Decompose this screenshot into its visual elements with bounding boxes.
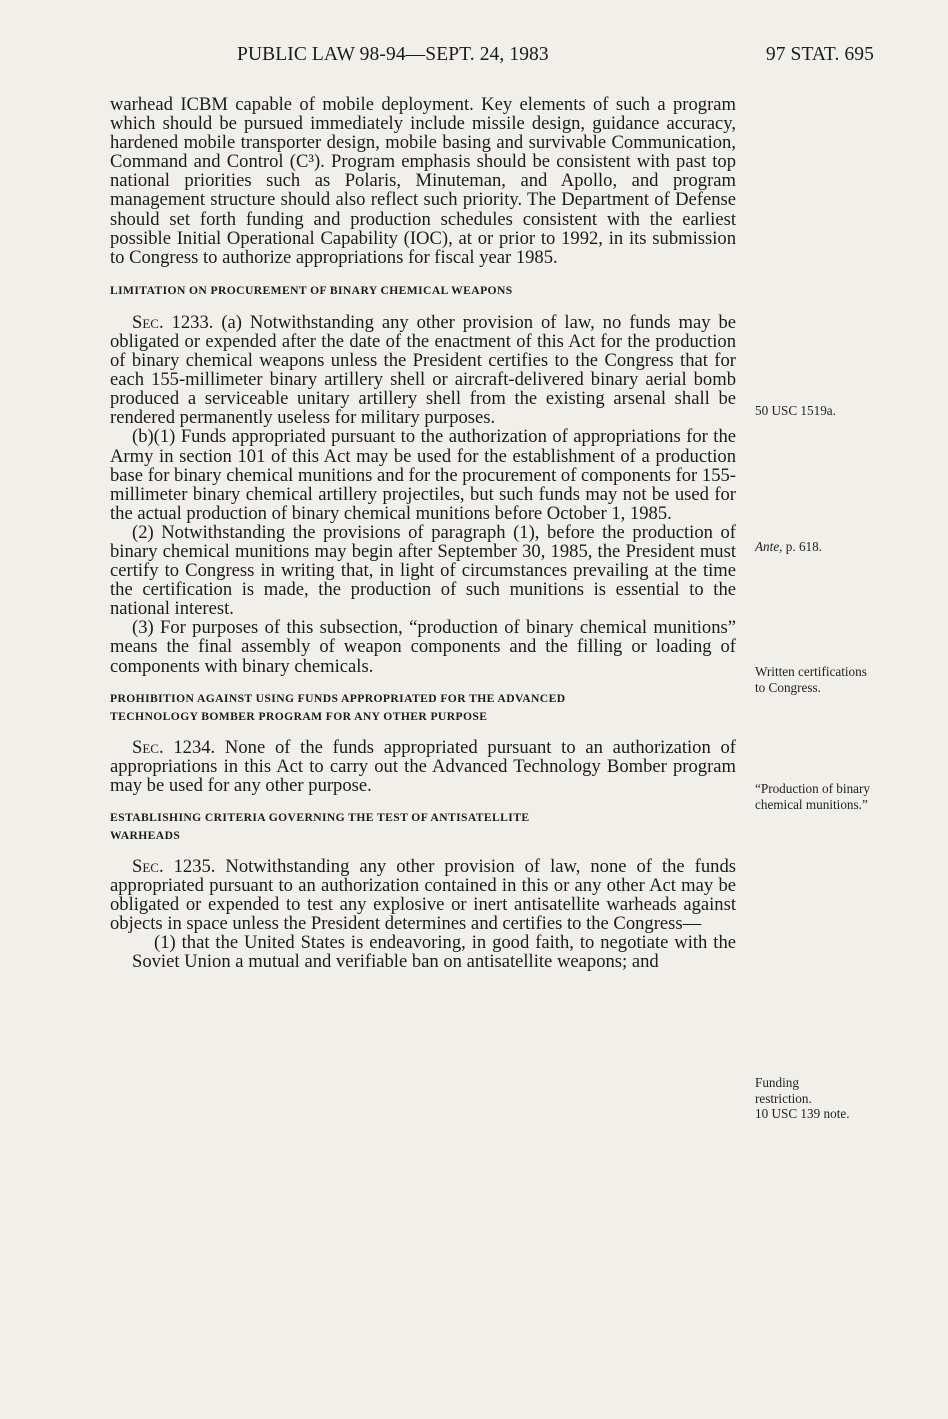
heading-line: ESTABLISHING CRITERIA GOVERNING THE TEST OF ANTISATELLITE [110,810,530,824]
margin-note-line: 10 USC 139 note. [755,1106,850,1121]
paragraph-continuation: warhead ICBM capable of mobile deployment. Key elements of such a program which should be pursued immediately include missile design, guidance accuracy, hardened mobile transporter design, mobile basing and survivable Communication, Command and Control (C³). Program emphasis should be consistent with past top national priorities such as Polaris, Minuteman, and Apollo, and program management structure should also reflect such priority. The Department of Defense should set forth funding and production schedules consistent with the earliest possible Initial Operational Capability (IOC), at or prior to 1992, in its submission to Congress to authorize appropriations for fiscal year 1985. [110,94,736,268]
statute-page-number: 97 STAT. 695 [765,44,874,65]
section-label: Sec. [132,736,164,758]
section-heading-1235 [110,809,736,845]
section-text: 1235. Notwithstanding any other provision of law, none of the funds appropriated pursuant to an authorization contained in this or any other Act may be obligated or expended to test any explosive or inert antisatellite warheads against objects in space unless the President determines and certifies to the Congress— [110,855,736,935]
margin-note-production-definition: “Production of binary chemical munitions.” [755,781,870,812]
margin-note-line: Funding [755,1075,799,1090]
section-label: Sec. [132,855,164,877]
margin-note-written-certifications: Written certifications to Congress. [755,664,867,695]
running-head [0,44,948,74]
margin-note-line: restriction. [755,1090,812,1106]
heading-line: TECHNOLOGY BOMBER PROGRAM FOR ANY OTHER PURPOSE [110,709,488,723]
section-1233-a [110,313,736,428]
page-title: PUBLIC LAW 98-94—SEPT. 24, 1983 [237,44,549,65]
section-1234 [110,738,736,795]
margin-note-funding-restriction [755,1075,895,1122]
margin-note-italic: Ante, [755,539,783,554]
margin-note-ante [755,539,895,555]
section-text: 1234. None of the funds appropriated pursuant to an authorization of appropriations in this Act to carry out the Advanced Technology Bomber program may be used for any other purpose. [110,736,736,796]
main-text-column [110,95,736,971]
section-1235-1: (1) that the United States is endeavoring, in good faith, to negotiate with the Soviet Union a mutual and verifiable ban on antisatellite weapons; and [132,932,736,973]
section-1235 [110,857,736,933]
section-text: 1233. (a) Notwithstanding any other provision of law, no funds may be obligated or expended after the date of the enactment of this Act for the production of binary chemical weapons unless the President certifies to the Congress that for each 155-millimeter binary artillery shell or aircraft-delivered binary aerial bomb produced a serviceable unitary artillery shell from the existing arsenal shall be rendered permanently useless for military purposes. [110,311,736,429]
section-1233-b3: (3) For purposes of this subsection, “production of binary chemical munitions” means the final assembly of weapon components and the filling or loading of components with binary chemicals. [110,617,736,677]
section-1233-b1: (b)(1) Funds appropriated pursuant to the authorization of appropriations for the Army in section 101 of this Act may be used for the establishment of a production base for binary chemical munitions and for the procurement of components for 155-millimeter binary chemical artillery projectiles, but such funds may not be used for the actual production of binary chemical munitions before October 1, 1985. [110,426,736,524]
section-heading-1234 [110,690,736,726]
heading-line: PROHIBITION AGAINST USING FUNDS APPROPRIATED FOR THE ADVANCED [110,691,566,705]
margin-note-usc-citation: 50 USC 1519a. [755,403,836,418]
section-heading-1233: LIMITATION ON PROCUREMENT OF BINARY CHEMICAL WEAPONS [110,283,513,297]
heading-line: WARHEADS [110,828,181,842]
margin-note-text: p. 618. [782,539,823,554]
section-label: Sec. [132,311,164,333]
section-1233-b2: (2) Notwithstanding the provisions of paragraph (1), before the production of binary chemical munitions may begin after September 30, 1985, the President must certify to Congress in writing that, in light of circumstances prevailing at the time the certification is made, the production of such munitions is essential to the national interest. [110,521,736,620]
